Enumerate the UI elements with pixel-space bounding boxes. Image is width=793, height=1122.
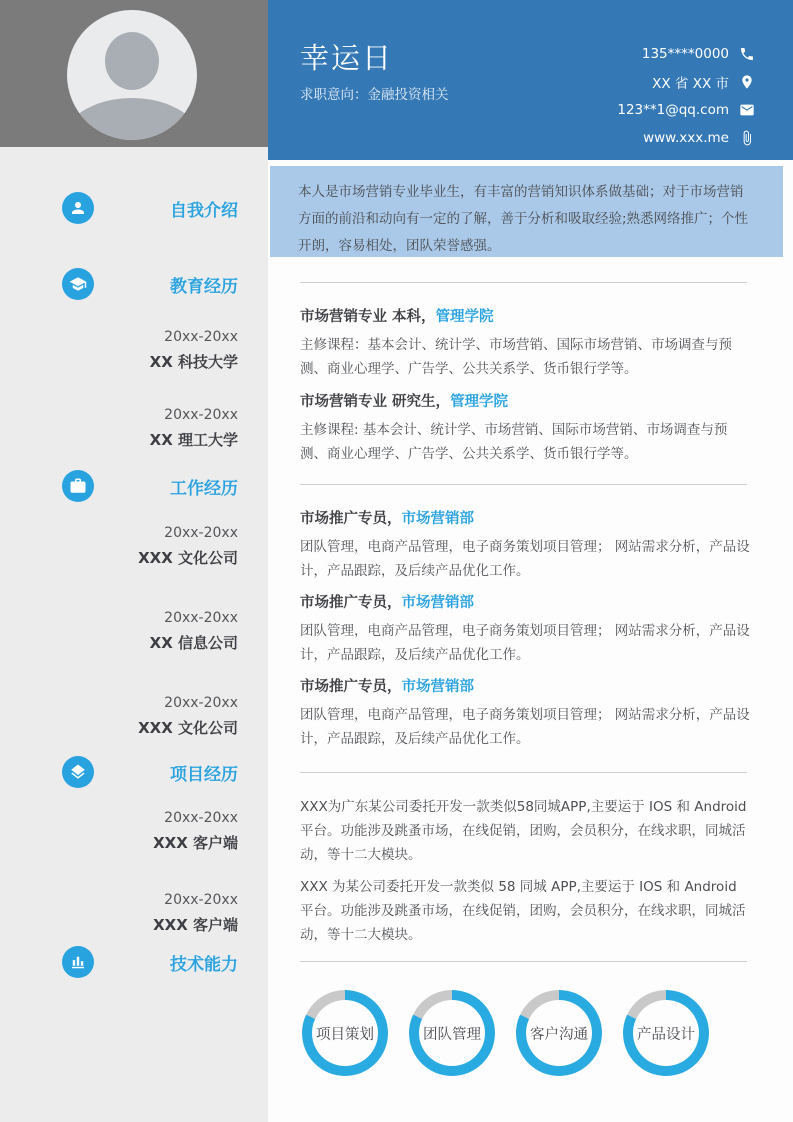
- entry-period: 20xx-20xx: [164, 407, 238, 423]
- work-entry: [300, 507, 752, 583]
- sidebar-label: 技术能力: [170, 954, 238, 975]
- entry-org: XX 理工大学: [149, 431, 238, 449]
- work-desc: 团队管理，电商产品管理，电子商务策划项目管理； 网站需求分析，产品设计，产品跟踪，及后续产品优化工作。: [300, 623, 750, 663]
- sidebar-work-entry: [0, 521, 238, 571]
- work-title: [300, 591, 752, 616]
- entry-org: XXX 文化公司: [138, 549, 238, 567]
- sidebar-project-entry: [0, 888, 238, 938]
- degree-text: 市场营销专业 本科，: [300, 309, 436, 325]
- project-paragraph: XXX为广东某公司委托开发一款类似58同城APP,主要运于 IOS 和 Android 平台。功能涉及跳蚤市场，在线促销，团购，会员积分，在线求职，同城活动，等十二大模块。: [300, 799, 747, 863]
- contact-location: [495, 68, 755, 96]
- contact-block: [495, 40, 755, 152]
- sidebar-item-education: [0, 268, 268, 300]
- skill-donut: [516, 990, 602, 1076]
- work-title: [300, 507, 752, 532]
- school-name: 管理学院: [435, 309, 494, 325]
- avatar-person-shoulders: [67, 98, 197, 140]
- sidebar-label: 工作经历: [170, 478, 238, 499]
- graduation-cap-icon: [62, 268, 94, 300]
- skill-label: 项目策划: [316, 1026, 374, 1043]
- entry-period: 20xx-20xx: [164, 810, 238, 826]
- donut-hole: [526, 1000, 592, 1066]
- sidebar-work-entry: [0, 691, 238, 741]
- self-intro-text: 本人是市场营销专业毕业生，有丰富的营销知识体系做基础；对于市场营销方面的前沿和动向有一定的了解，善于分析和吸取经验;熟悉网络推广；个性开朗，容易相处，团队荣誉感强。: [270, 166, 783, 257]
- briefcase-icon: [62, 470, 94, 502]
- candidate-name: 幸运日: [300, 41, 394, 75]
- department-name: 市场营销部: [401, 511, 474, 527]
- education-entry: [300, 305, 752, 381]
- job-title: 市场推广专员，: [300, 595, 402, 611]
- entry-org: XXX 客户端: [153, 834, 238, 852]
- entry-org: XX 信息公司: [149, 634, 238, 652]
- phone-icon: [739, 46, 755, 62]
- header: [268, 0, 793, 160]
- contact-phone: [495, 40, 755, 68]
- skill-donut: [623, 990, 709, 1076]
- education-entry: [300, 390, 752, 466]
- sidebar-work-entry: [0, 606, 238, 656]
- contact-email: [495, 96, 755, 124]
- entry-org: XX 科技大学: [149, 353, 238, 371]
- work-title: [300, 675, 752, 700]
- contact-website: [495, 124, 755, 152]
- user-icon: [62, 192, 94, 224]
- section-divider: [300, 282, 747, 283]
- education-title: [300, 305, 752, 330]
- main-content: [268, 160, 793, 1122]
- entry-period: 20xx-20xx: [164, 329, 238, 345]
- education-desc: 主修课程: 基本会计、统计学、市场营销、国际市场营销、市场调查与预测、商业心理学、广告学、公共关系学、货币银行学等。: [300, 422, 728, 462]
- sidebar-item-projects: [0, 756, 268, 788]
- education-title: [300, 390, 752, 415]
- job-intent: 求职意向：金融投资相关: [300, 87, 449, 103]
- sidebar-item-work: [0, 470, 268, 502]
- location-icon: [739, 74, 755, 90]
- donut-hole: [312, 1000, 378, 1066]
- sidebar-education-entry: [0, 325, 238, 375]
- section-divider: [300, 772, 747, 773]
- entry-org: XXX 文化公司: [138, 719, 238, 737]
- sidebar-label: 自我介绍: [170, 200, 238, 221]
- job-title: 市场推广专员，: [300, 679, 402, 695]
- layers-icon: [62, 756, 94, 788]
- section-divider: [300, 961, 747, 962]
- paperclip-icon: [739, 130, 755, 146]
- sidebar-label: 教育经历: [170, 276, 238, 297]
- entry-period: 20xx-20xx: [164, 525, 238, 541]
- department-name: 市场营销部: [401, 679, 474, 695]
- bar-chart-icon: [62, 946, 94, 978]
- avatar: [67, 10, 197, 140]
- skill-label: 产品设计: [637, 1026, 695, 1043]
- skill-donut: [409, 990, 495, 1076]
- project-paragraph: XXX 为某公司委托开发一款类似 58 同城 APP,主要运于 IOS 和 Android 平台。功能涉及跳蚤市场，在线促销，团购，会员积分，在线求职，同城活动，等十二大模块。: [300, 879, 746, 943]
- entry-period: 20xx-20xx: [164, 695, 238, 711]
- sidebar-project-entry: [0, 806, 238, 856]
- work-desc: 团队管理，电商产品管理，电子商务策划项目管理； 网站需求分析，产品设计，产品跟踪，及后续产品优化工作。: [300, 707, 750, 747]
- skills-row: [302, 990, 730, 1076]
- sidebar-education-entry: [0, 403, 238, 453]
- degree-text: 市场营销专业 研究生，: [300, 394, 451, 410]
- section-divider: [300, 484, 747, 485]
- school-name: 管理学院: [450, 394, 509, 410]
- skill-label: 团队管理: [423, 1026, 481, 1043]
- skill-label: 客户沟通: [530, 1026, 588, 1043]
- phone-number: 135****0000: [641, 46, 729, 62]
- email-text: 123**1@qq.com: [617, 102, 729, 118]
- mail-icon: [739, 102, 755, 118]
- location-text: XX 省 XX 市: [652, 76, 729, 92]
- work-entry: [300, 591, 752, 667]
- sidebar: [0, 147, 268, 1122]
- job-title: 市场推广专员，: [300, 511, 402, 527]
- sidebar-item-self-intro: [0, 192, 268, 224]
- work-entry: [300, 675, 752, 751]
- avatar-person-icon: [105, 32, 159, 90]
- entry-period: 20xx-20xx: [164, 892, 238, 908]
- sidebar-item-skills: [0, 946, 268, 978]
- sidebar-label: 项目经历: [170, 764, 238, 785]
- work-desc: 团队管理，电商产品管理，电子商务策划项目管理； 网站需求分析，产品设计，产品跟踪，及后续产品优化工作。: [300, 539, 750, 579]
- skill-donut: [302, 990, 388, 1076]
- avatar-box: [0, 0, 268, 147]
- website-text: www.xxx.me: [643, 130, 729, 146]
- entry-org: XXX 客户端: [153, 916, 238, 934]
- donut-hole: [419, 1000, 485, 1066]
- entry-period: 20xx-20xx: [164, 610, 238, 626]
- education-desc: 主修课程：基本会计、统计学、市场营销、国际市场营销、市场调查与预测、商业心理学、广告学、公共关系学、货币银行学等。: [300, 337, 732, 377]
- donut-hole: [633, 1000, 699, 1066]
- department-name: 市场营销部: [401, 595, 474, 611]
